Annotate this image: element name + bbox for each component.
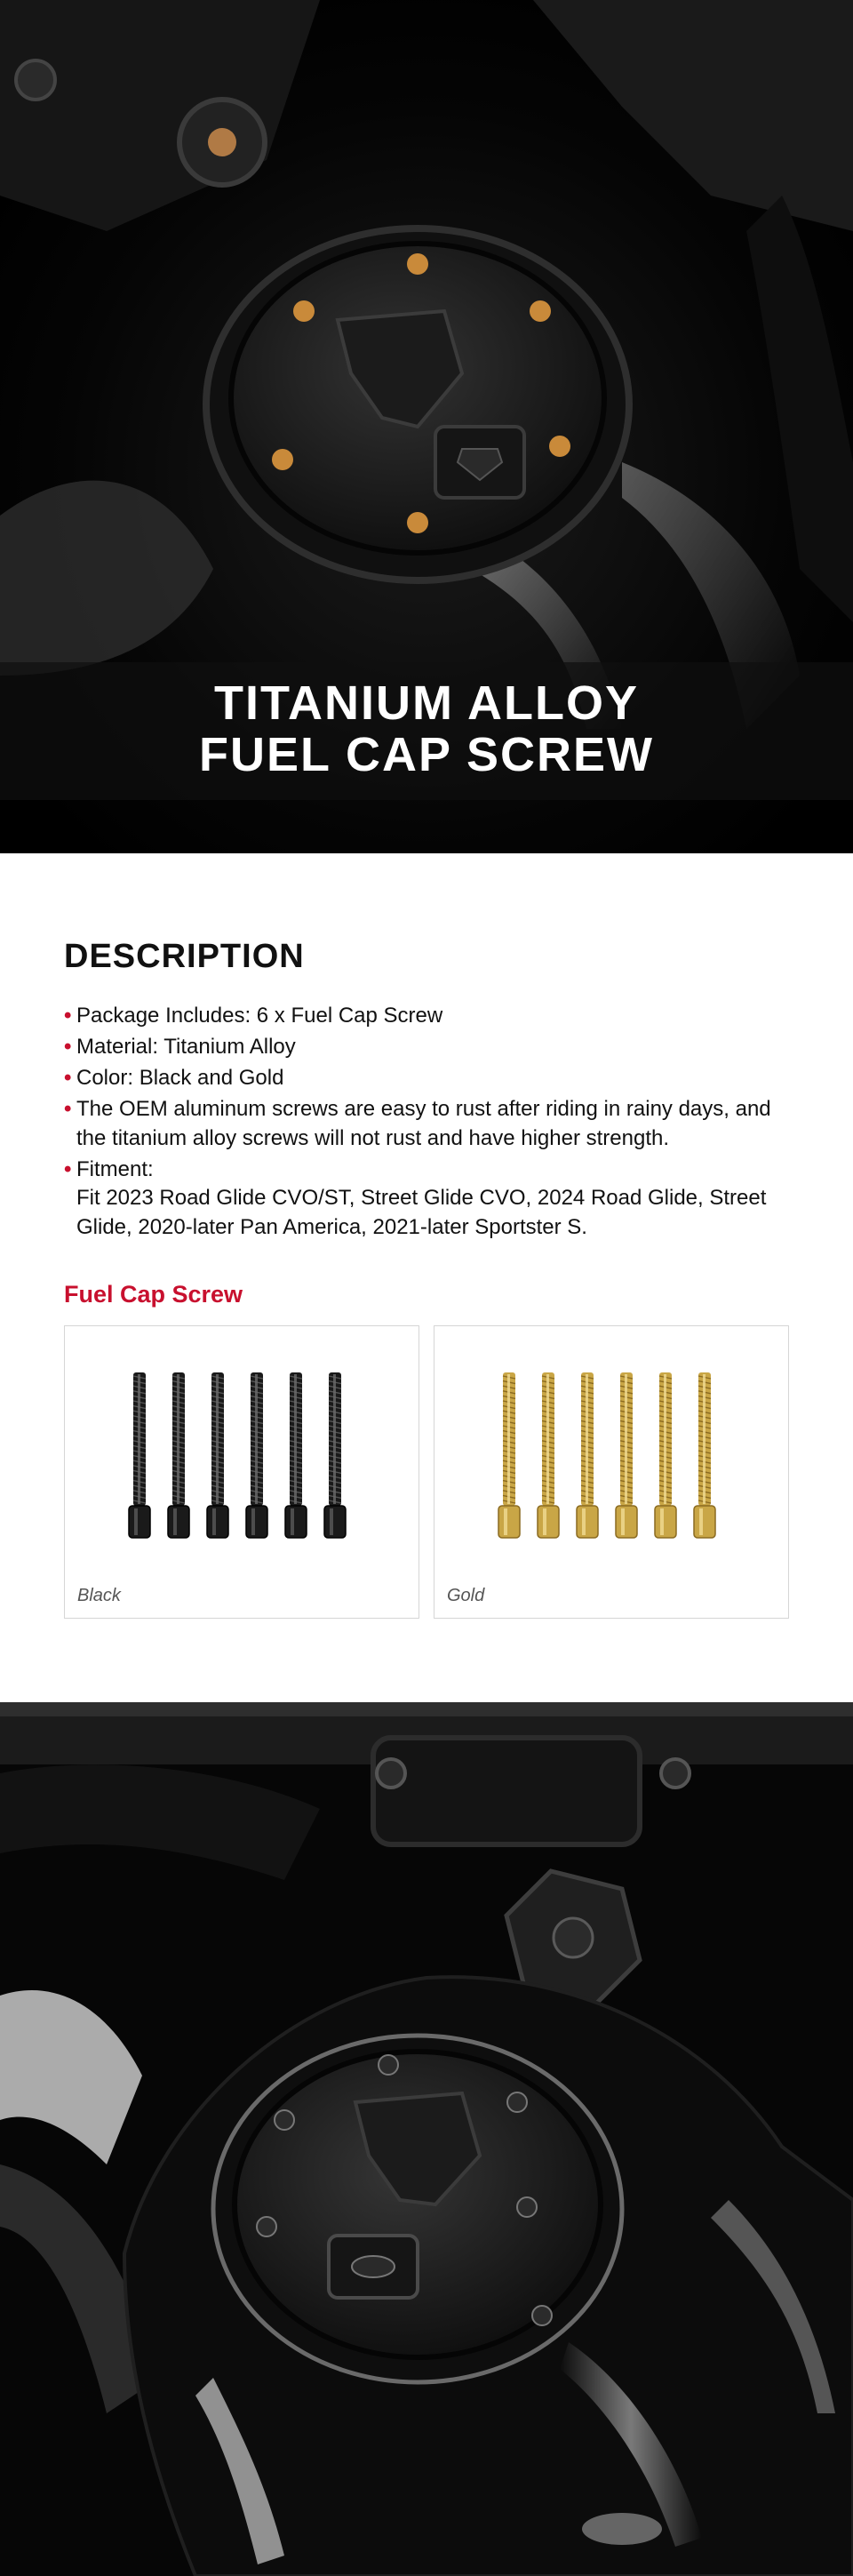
screw-icon <box>538 1372 559 1538</box>
list-item: • Material: Titanium Alloy <box>64 1035 296 1059</box>
screw-icon <box>616 1372 637 1538</box>
installed-photo <box>0 1702 853 2576</box>
hero-title-line-2: FUEL CAP SCREW <box>198 728 655 781</box>
product-card-gold <box>434 1325 789 1619</box>
screw-icon <box>324 1372 346 1538</box>
screw-icon <box>655 1372 676 1538</box>
list-item: • Fitment: <box>64 1157 154 1181</box>
screw-icon <box>498 1372 520 1538</box>
screw-icon <box>694 1372 715 1538</box>
section-label: Fuel Cap Screw <box>64 1281 243 1308</box>
screw-set-image <box>65 1326 419 1618</box>
hero-title-line-1: TITANIUM ALLOY <box>214 676 639 730</box>
description-heading: DESCRIPTION <box>64 938 305 975</box>
hero-banner <box>0 0 853 853</box>
list-item: • Color: Black and Gold <box>64 1066 284 1090</box>
screw-icon <box>129 1372 150 1538</box>
screw-icon <box>207 1372 228 1538</box>
screw-icon <box>168 1372 189 1538</box>
screw-icon <box>285 1372 307 1538</box>
fitment-detail: Fit 2023 Road Glide CVO/ST, Street Glide CVO, 2024 Road Glide, Street Glide, 2020-later Pan America, 2021-later Sportster S. <box>76 1186 767 1239</box>
product-card-black <box>64 1325 419 1619</box>
description-list <box>64 1001 793 1184</box>
list-item: • Package Includes: 6 x Fuel Cap Screw <box>64 1004 443 1028</box>
screw-icon <box>246 1372 267 1538</box>
hero-title <box>0 677 853 780</box>
screw-icon <box>577 1372 598 1538</box>
card-caption: Black <box>77 1586 121 1605</box>
screw-set-image <box>434 1326 788 1618</box>
card-caption: Gold <box>447 1586 485 1605</box>
list-item: • The OEM aluminum screws are easy to rust after riding in rainy days, and the titanium alloy screws will not rust and have higher strength. <box>64 1097 771 1150</box>
installed-fuel-cap-photo <box>0 1702 853 2576</box>
